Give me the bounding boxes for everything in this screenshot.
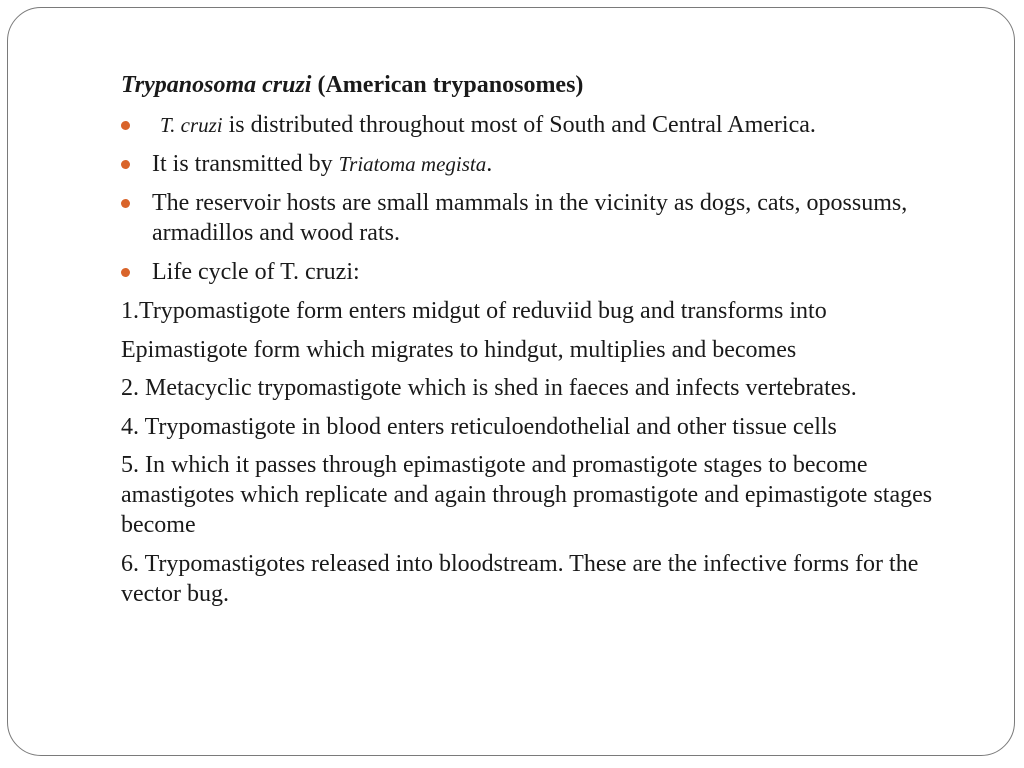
title-common-name: (American trypanosomes) xyxy=(317,72,584,98)
life-cycle-step: 4. Trypomastigote in blood enters reticuloendothelial and other tissue cells xyxy=(121,414,837,440)
bullet-text: It is transmitted by xyxy=(152,151,339,177)
bullet-item xyxy=(121,110,981,140)
life-cycle-step: 2. Metacyclic trypomastigote which is shed in faeces and infects vertebrates. xyxy=(121,375,857,401)
slide-frame xyxy=(7,7,1015,756)
bullet-item xyxy=(121,149,981,179)
bullet-italic: Triatoma megista xyxy=(338,152,487,176)
bullet-text: is distributed throughout most of South and Central America. xyxy=(222,112,816,138)
bullet-suffix: . xyxy=(486,151,493,177)
slide-title xyxy=(121,70,981,100)
bullet-dot-icon xyxy=(121,199,130,208)
slide-content xyxy=(121,70,981,618)
bullet-dot-icon xyxy=(121,121,130,130)
life-cycle-step: Epimastigote form which migrates to hindgut, multiplies and becomes xyxy=(121,337,797,363)
bullet-dot-icon xyxy=(121,160,130,169)
bullet-italic: T. cruzi xyxy=(160,113,223,137)
bullet-text: Life cycle of T. cruzi: xyxy=(152,259,360,285)
life-cycle-step: 5. In which it passes through epimastigote and promastigote stages to become amastigotes which replicate and again through promastigote and epimastigote stages become xyxy=(121,452,933,538)
life-cycle-step: 1.Trypomastigote form enters midgut of reduviid bug and transforms into xyxy=(121,298,827,324)
bullet-item xyxy=(121,257,981,287)
bullet-text: The reservoir hosts are small mammals in the vicinity as dogs, cats, opossums, armadillos and wood rats. xyxy=(152,190,908,246)
bullet-dot-icon xyxy=(121,268,130,277)
bullet-item xyxy=(121,188,981,248)
title-scientific-name: Trypanosoma cruzi xyxy=(121,72,312,98)
life-cycle-step: 6. Trypomastigotes released into bloodstream. These are the infective forms for the vector bug. xyxy=(121,551,919,607)
